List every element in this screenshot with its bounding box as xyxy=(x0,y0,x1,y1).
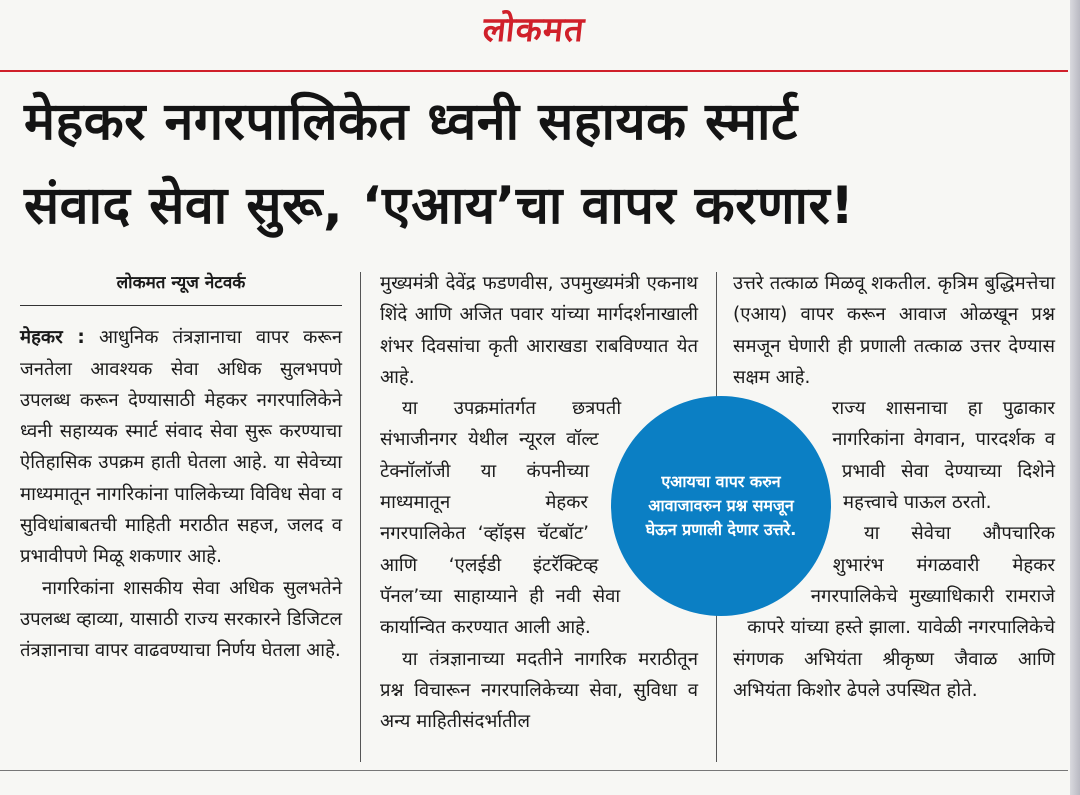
article-paragraph: राज्य शासनाचा हा पुढाकार नागरिकांना वेगवान, पारदर्शक व प्रभावी सेवा देण्याच्या दिशेने महत्त्वाचे पाऊल ठरतो. xyxy=(831,398,1055,514)
newspaper-logo: लोकमत xyxy=(481,10,587,50)
paragraph-text: आधुनिक तंत्रज्ञानाचा वापर करून जनतेला आवश्यक सेवा अधिक सुलभपणे उपलब्ध करून देण्यासाठी मेहकर नगरपालिकेने ध्वनी सहाय्यक स्मार्ट संवाद सेवा सुरू करण्याचा ऐतिहासिक उपक्रम हाती घेतला आहे. या सेवेच्या माध्यमातून नागरिकांना पालिकेच्या विविध सेवा व सुविधांबाबतची माहिती मराठीत सहज, जलद व प्रभावीपणे मिळू शकणार आहे. xyxy=(20,327,342,568)
article-paragraph: नागरिकांना शासकीय सेवा अधिक सुलभतेने उपलब्ध व्हाव्या, यासाठी राज्य सरकारने डिजिटल तंत्रज्ञानाचा वापर वाढवण्याचा निर्णय घेतला आहे. xyxy=(20,577,342,662)
bottom-rule xyxy=(0,770,1068,771)
article-paragraph: या तंत्रज्ञानाच्या मदतीने नागरिक मराठीतून प्रश्न विचारून नगरपालिकेच्या सेवा, सुविधा व अन्य माहितीसंदर्भातील xyxy=(380,648,698,733)
byline: लोकमत न्यूज नेटवर्क xyxy=(116,273,246,293)
article-column-1 xyxy=(20,268,342,667)
headline-line-1: मेहकर नगरपालिकेत ध्वनी सहायक स्मार्ट xyxy=(24,92,798,152)
pull-quote-circle xyxy=(611,396,831,616)
pull-quote-text: एआयचा वापर करुन आवाजावरुन प्रश्न समजून घेऊन प्रणाली देणार उत्तरे. xyxy=(645,472,797,539)
headline-line-2: संवाद सेवा सुरू, ‘एआय’चा वापर करणार! xyxy=(24,176,855,236)
dateline: मेहकर : xyxy=(20,327,85,349)
article-paragraph: मुख्यमंत्री देवेंद्र फडणवीस, उपमुख्यमंत्री एकनाथ शिंदे आणि अजित पवार यांच्या मार्गदर्शनाखाली शंभर दिवसांचा कृती आराखडा राबविण्यात येत आहे. xyxy=(380,273,698,388)
article-paragraph: उत्तरे तत्काळ मिळवू शकतील. कृत्रिम बुद्धिमत्तेचा (एआय) वापर करून आवाज ओळखून प्रश्न समजून घेणारी ही प्रणाली तत्काळ उत्तर देण्यास सक्षम आहे. xyxy=(733,273,1055,388)
headline xyxy=(24,80,1064,248)
article-paragraph: या सेवेचा औपचारिक शुभारंभ मंगळवारी मेहकर नगरपालिकेचे मुख्याधिकारी रामराजे कापरे यांच्या हस्ते झाला. यावेळी नगरपालिकेचे संगणक अभियंता श्रीकृष्ण जैवाळ आणि अभियंता किशोर ढेपले उपस्थित होते. xyxy=(733,523,1055,701)
article-paragraph xyxy=(20,322,342,572)
column-divider xyxy=(360,272,361,762)
masthead xyxy=(0,8,1068,52)
page-edge-shadow xyxy=(1070,0,1080,795)
masthead-rule xyxy=(0,70,1068,72)
article-paragraph: या उपक्रमांतर्गत छत्रपती संभाजीनगर येथील न्यूरल वॉल्ट टेक्नॉलॉजी या कंपनीच्या माध्यमातून मेहकर नगरपालिकेत ‘व्हॉइस चॅटबॉट’ आणि ‘एलईडी इंटरॅक्टिव्ह पॅनल’च्या साहाय्याने ही नवी सेवा कार्यान्वित करण्यात आली आहे. xyxy=(380,398,622,639)
byline-rule xyxy=(20,305,342,306)
